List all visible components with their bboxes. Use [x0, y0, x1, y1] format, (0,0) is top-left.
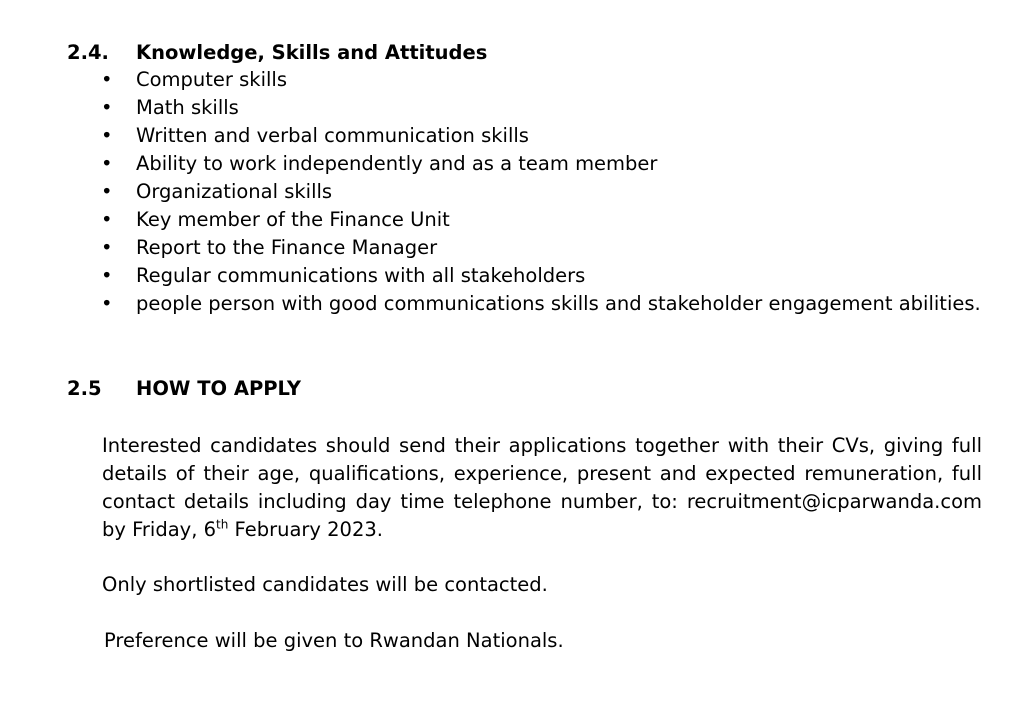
bullet-icon: •: [101, 96, 113, 119]
list-item: • Report to the Finance Manager: [0, 234, 982, 262]
section-title: HOW TO APPLY: [136, 377, 302, 400]
application-instructions-paragraph: Interested candidates should send their applications together with their CVs, giving full details of their age, qualifications, experience, present and expected remuneration, full contact details including day time telephone number, to: recruitment@icparwanda.com by Friday, 6th February 2023.: [102, 434, 982, 541]
section-heading-how-to-apply: [67, 377, 301, 401]
list-item: • Regular communications with all stakeholders: [0, 262, 982, 290]
list-item: • Computer skills: [0, 66, 982, 94]
preference-notice-paragraph: Preference will be given to Rwandan Nationals.: [104, 629, 564, 652]
section-number: 2.4.: [67, 41, 109, 64]
list-item: • Ability to work independently and as a team member: [0, 150, 982, 178]
list-item: • Math skills: [0, 94, 982, 122]
section-number: 2.5: [67, 377, 102, 400]
section-heading-knowledge: [67, 41, 487, 65]
bullet-icon: •: [101, 180, 113, 203]
skills-bullet-list: [0, 66, 1024, 318]
shortlist-notice-paragraph: Only shortlisted candidates will be contacted.: [102, 573, 548, 596]
bullet-icon: •: [101, 264, 113, 287]
list-item: • Written and verbal communication skills: [0, 122, 982, 150]
bullet-icon: •: [101, 292, 113, 315]
list-item: • people person with good communications skills and stakeholder engagement abilities.: [0, 290, 982, 318]
list-item: • Key member of the Finance Unit: [0, 206, 982, 234]
bullet-icon: •: [101, 152, 113, 175]
bullet-icon: •: [101, 68, 113, 91]
section-title: Knowledge, Skills and Attitudes: [136, 41, 488, 64]
bullet-icon: •: [101, 236, 113, 259]
bullet-icon: •: [101, 124, 113, 147]
list-item: • Organizational skills: [0, 178, 982, 206]
bullet-icon: •: [101, 208, 113, 231]
